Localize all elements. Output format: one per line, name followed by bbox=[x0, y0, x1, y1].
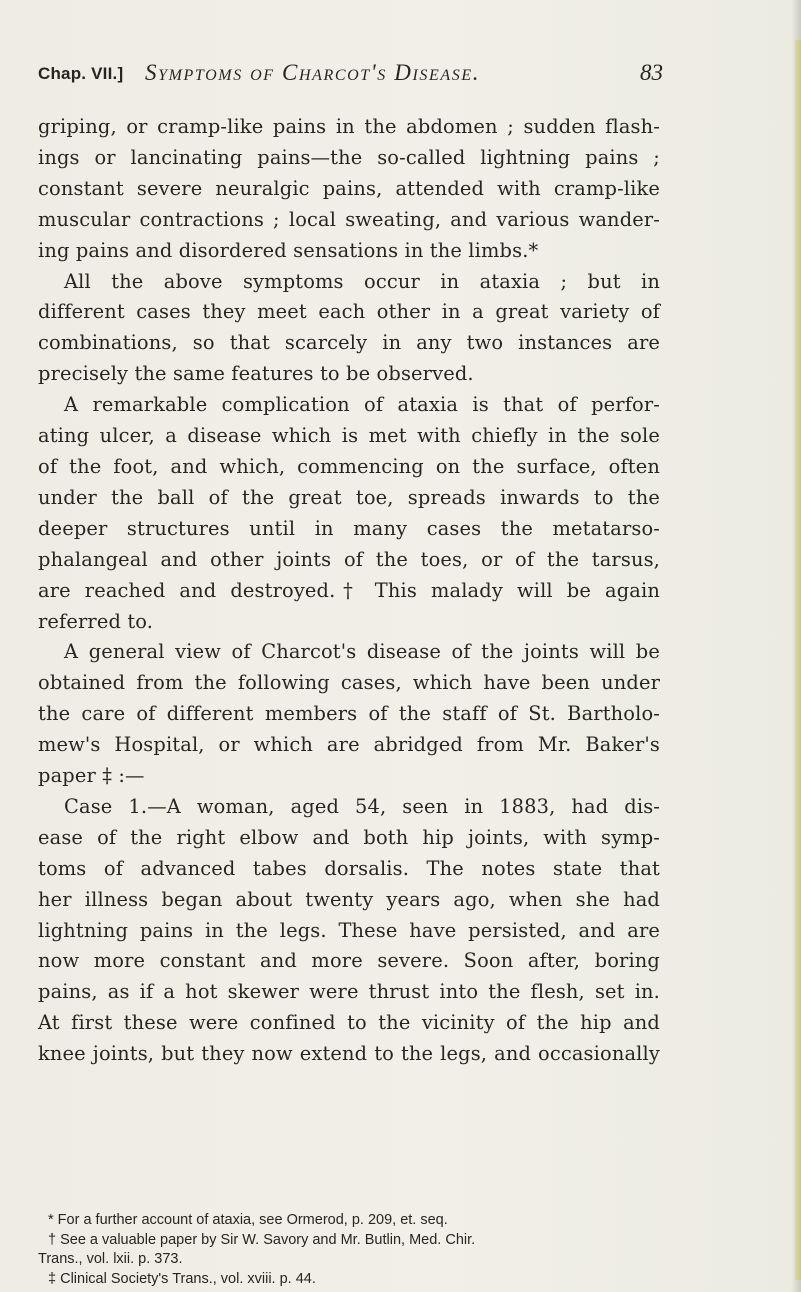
text-line: Case 1.—A woman, aged 54, seen in 1883, had dis- bbox=[64, 794, 660, 818]
text-line: ease of the right elbow and both hip joints, with symp- bbox=[38, 825, 660, 849]
text-line: of the foot, and which, commencing on the surface, often bbox=[38, 454, 660, 478]
footnote-3: ‡ Clinical Society's Trans., vol. xviii. p. 44. bbox=[48, 1270, 316, 1287]
footnote-1: * For a further account of ataxia, see Ormerod, p. 209, et. seq. bbox=[48, 1212, 448, 1228]
text-line: A general view of Charcot's disease of the joints will be bbox=[64, 640, 660, 664]
text-line: deeper structures until in many cases the metatarso- bbox=[38, 516, 660, 540]
text-line: paper ‡ :— bbox=[38, 764, 145, 788]
text-line: ings or lancinating pains—the so-called lightning pains ; bbox=[38, 145, 660, 169]
footnotes bbox=[38, 1211, 660, 1289]
text-line: are reached and destroyed.† This malady will be again bbox=[38, 578, 660, 602]
page-number: 83 bbox=[640, 60, 663, 85]
text-line: A remarkable complication of ataxia is that of perfor- bbox=[64, 393, 660, 417]
text-line: pains, as if a hot skewer were thrust into the flesh, set in. bbox=[38, 980, 660, 1004]
text-line: griping, or cramp-like pains in the abdomen ; sudden flash- bbox=[38, 115, 660, 138]
text-line: combinations, so that scarcely in any two instances are bbox=[38, 331, 660, 355]
text-line: mew's Hospital, or which are abridged from Mr. Baker's bbox=[38, 733, 660, 757]
text-line: lightning pains in the legs. These have persisted, and are bbox=[38, 918, 660, 942]
page-header bbox=[38, 60, 698, 94]
text-line: phalangeal and other joints of the toes, or of the tarsus, bbox=[38, 547, 660, 571]
text-line: obtained from the following cases, which have been under bbox=[38, 671, 660, 695]
text-line: At first these were confined to the vicinity of the hip and bbox=[38, 1011, 660, 1035]
text-line: ing pains and disordered sensations in the limbs.* bbox=[38, 238, 539, 262]
text-line: under the ball of the great toe, spreads inwards to the bbox=[38, 485, 660, 509]
text-line: referred to. bbox=[38, 609, 154, 633]
body-text bbox=[38, 112, 660, 1070]
footnote-2-continued: Trans., vol. lxii. p. 373. bbox=[38, 1251, 183, 1268]
text-line: her illness began about twenty years ago, when she had bbox=[38, 887, 660, 911]
running-title: Symptoms of Charcot's Disease. bbox=[145, 60, 481, 85]
text-line: precisely the same features to be observed. bbox=[38, 362, 474, 386]
text-line: different cases they meet each other in a great variety of bbox=[38, 300, 660, 324]
text-line: toms of advanced tabes dorsalis. The notes state that bbox=[38, 856, 660, 880]
page-edge-shadow bbox=[791, 0, 801, 1292]
text-line: constant severe neuralgic pains, attended with cramp-like bbox=[38, 176, 660, 200]
text-line: the care of different members of the staff of St. Bartholo- bbox=[38, 702, 660, 726]
text-line: knee joints, but they now extend to the legs, and occasionally bbox=[38, 1042, 660, 1066]
text-line: All the above symptoms occur in ataxia ; but in bbox=[64, 269, 660, 293]
text-line: muscular contractions ; local sweating, and various wander- bbox=[38, 207, 660, 231]
chapter-label: Chap. VII.] bbox=[38, 64, 124, 83]
text-line: ating ulcer, a disease which is met with chiefly in the sole bbox=[38, 424, 660, 448]
text-line: now more constant and more severe. Soon after, boring bbox=[38, 949, 660, 973]
footnote-2: † See a valuable paper by Sir W. Savory and Mr. Butlin, Med. Chir. bbox=[48, 1231, 476, 1248]
